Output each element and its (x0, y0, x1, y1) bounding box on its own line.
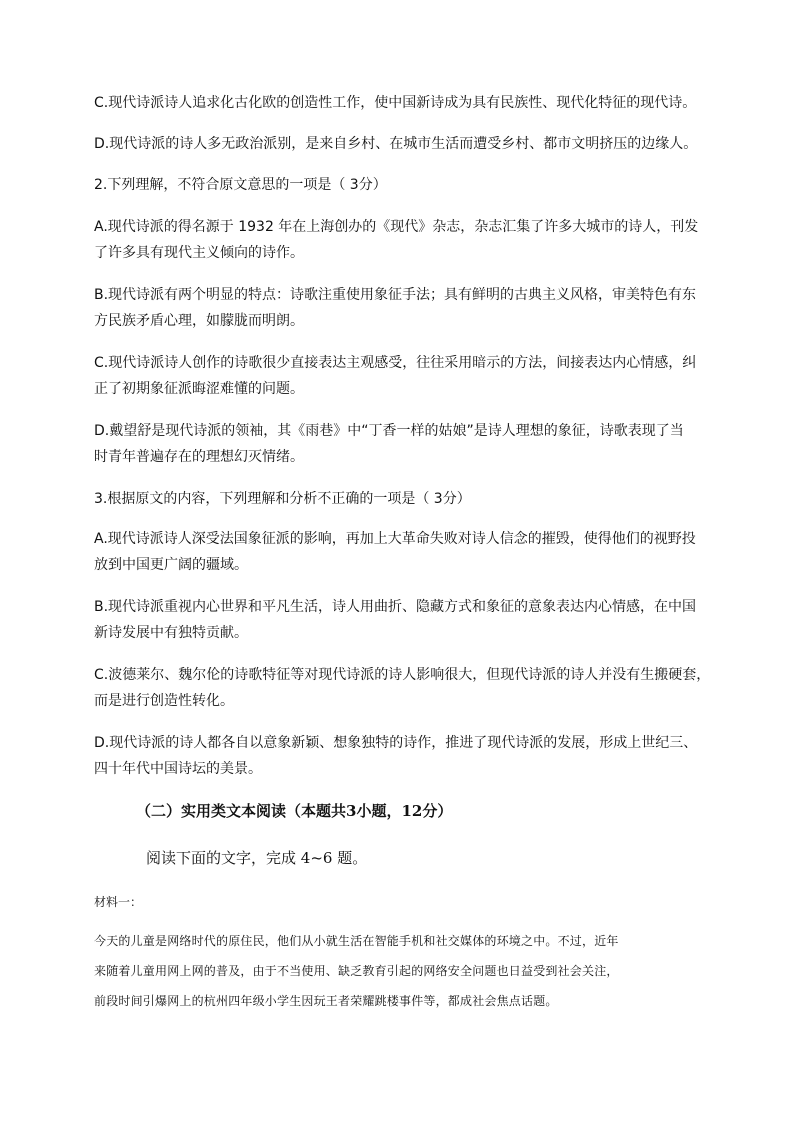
q2-option-d-line1: D.戴望舒是现代诗派的领袖，其《雨巷》中“丁香一样的姑娘”是诗人理想的象征，诗歌表现了当 (94, 423, 684, 439)
q2-option-c (94, 350, 704, 402)
material-label: 材料一： (94, 895, 143, 909)
q3-stem-line: 3.根据原文的内容，下列理解和分析不正确的一项是（ 3分） (94, 491, 471, 507)
q3-option-a (94, 526, 704, 578)
q2-stem-line: 2.下列理解，不符合原文意思的一项是（ 3分） (94, 177, 387, 193)
q3-option-c-line2: 而是进行创造性转化。 (94, 693, 234, 709)
q3-option-d-line1: D.现代诗派的诗人都各自以意象新颖、想象独特的诗作，推进了现代诗派的发展，形成上世纪三、 (94, 735, 698, 751)
q3-option-b (94, 594, 704, 646)
q2-option-b (94, 282, 704, 334)
q3-option-a-line2: 放到中国更广阔的疆域。 (94, 557, 248, 573)
q2-option-d (94, 418, 704, 470)
q2-option-b-line1: B.现代诗派有两个明显的特点：诗歌注重使用象征手法；具有鲜明的古典主义风格，审美特色有东 (94, 287, 697, 303)
material-line-3: 前段时间引爆网上的杭州四年级小学生因玩王者荣耀跳楼事件等，都成社会焦点话题。 (94, 994, 558, 1008)
q2-option-c-line2: 正了初期象征派晦涩难懂的问题。 (94, 381, 304, 397)
section-intro: 阅读下面的文字，完成 4~6 题。 (146, 849, 368, 867)
q3-stem (94, 486, 704, 512)
material-line-1: 今天的儿童是网络时代的原住民，他们从小就生活在智能手机和社交媒体的环境之中。不过，近年 (94, 934, 619, 948)
q3-option-d-line2: 四十年代中国诗坛的美景。 (94, 761, 262, 777)
section-heading: （二）实用类文本阅读（本题共3小题，12分） (136, 802, 453, 820)
q2-stem (94, 172, 704, 198)
material-text (94, 926, 704, 1016)
q3-option-d (94, 730, 704, 782)
material-line-2: 来随着儿童用网上网的普及，由于不当使用、缺乏教育引起的网络安全问题也日益受到社会关注， (94, 964, 619, 978)
q1-option-c (94, 90, 704, 116)
q1-option-c-line: C.现代诗派诗人追求化古化欧的创造性工作，使中国新诗成为具有民族性、现代化特征的现代诗。 (94, 95, 697, 111)
q2-option-c-line1: C.现代诗派诗人创作的诗歌很少直接表达主观感受，往往采用暗示的方法，间接表达内心情感，纠 (94, 355, 697, 371)
q2-option-b-line2: 方民族矛盾心理，如朦胧而明朗。 (94, 313, 304, 329)
q1-option-d (94, 131, 704, 157)
q2-option-a-line2: 了许多具有现代主义倾向的诗作。 (94, 245, 304, 261)
q3-option-b-line2: 新诗发展中有独特贡献。 (94, 625, 248, 641)
q2-option-a-line1: A.现代诗派的得名源于 1932 年在上海创办的《现代》杂志，杂志汇集了许多大城市的诗人，刊发 (94, 219, 699, 235)
q2-option-d-line2: 时青年普遍存在的理想幻灭情绪。 (94, 449, 304, 465)
q3-option-c-line1: C.波德莱尔、魏尔伦的诗歌特征等对现代诗派的诗人影响很大，但现代诗派的诗人并没有生搬硬套， (94, 667, 711, 683)
q3-option-a-line1: A.现代诗派诗人深受法国象征派的影响，再加上大革命失败对诗人信念的摧毁，使得他们的视野投 (94, 531, 696, 547)
q3-option-c (94, 662, 711, 714)
q1-option-d-line: D.现代诗派的诗人多无政治派别，是来自乡村、在城市生活而遭受乡村、都市文明挤压的边缘人。 (94, 136, 698, 152)
q3-option-b-line1: B.现代诗派重视内心世界和平凡生活，诗人用曲折、隐藏方式和象征的意象表达内心情感，在中国 (94, 599, 697, 615)
q2-option-a (94, 214, 704, 266)
